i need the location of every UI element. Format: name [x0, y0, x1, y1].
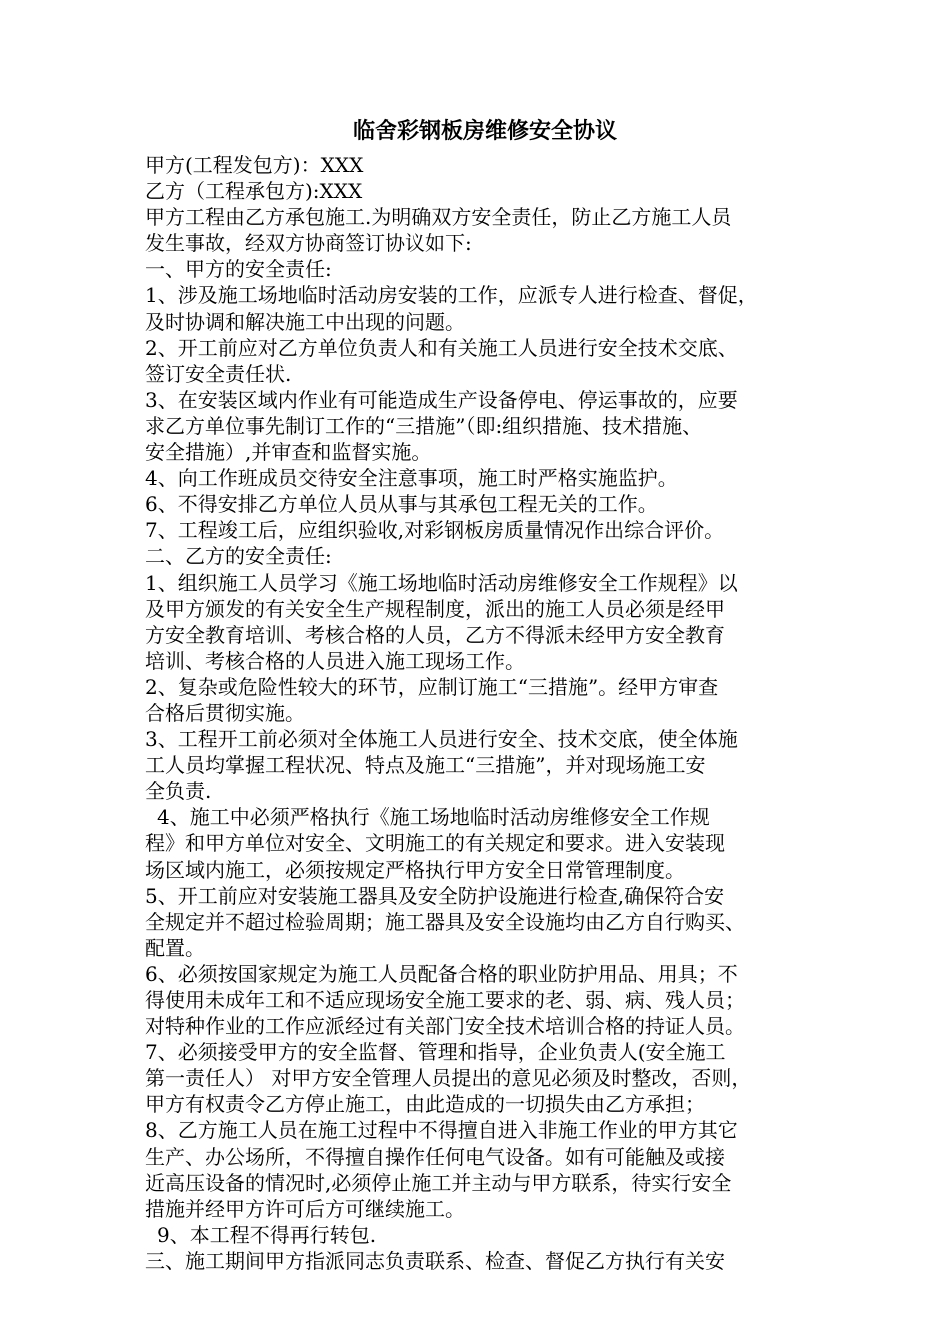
document-line: 5、开工前应对安装施工器具及安全防护设施进行检查,确保符合安	[145, 883, 725, 908]
document-line: 7、必须接受甲方的安全监督、管理和指导，企业负责人(安全施工	[145, 1040, 726, 1065]
document-line: 对特种作业的工作应派经过有关部门安全技术培训合格的持证人员。	[145, 1014, 745, 1039]
document-line: 6、不得安排乙方单位人员从事与其承包工程无关的工作。	[145, 492, 658, 517]
document-line: 甲方工程由乙方承包施工.为明确双方安全责任，防止乙方施工人员	[145, 205, 732, 230]
document-page	[145, 118, 825, 1274]
document-line: 措施并经甲方许可后方可继续施工。	[145, 1196, 465, 1221]
document-line: 场区域内施工，必须按规定严格执行甲方安全日常管理制度。	[145, 857, 685, 882]
document-line: 甲方(工程发包方)：XXX	[145, 153, 364, 177]
document-title: 临舍彩钢板房维修安全协议	[352, 119, 617, 144]
document-line: 合格后贯彻实施。	[145, 700, 305, 725]
document-line: 求乙方单位事先制订工作的“三措施”（即:组织措施、技术措施、	[145, 413, 703, 438]
document-body	[145, 152, 825, 1274]
document-line: 三、施工期间甲方指派同志负责联系、检查、督促乙方执行有关安	[145, 1248, 725, 1273]
document-line: 全负责.	[145, 779, 212, 804]
document-line: 及时协调和解决施工中出现的问题。	[145, 309, 465, 334]
document-line: 乙方（工程承包方):XXX	[145, 179, 363, 204]
document-line: 及甲方颁发的有关安全生产规程制度，派出的施工人员必须是经甲	[145, 596, 725, 621]
document-line: 1、组织施工人员学习《施工场地临时活动房维修安全工作规程》以	[145, 570, 738, 595]
document-line: 安全措施）,并审查和监督实施。	[145, 440, 432, 465]
document-line: 得使用未成年工和不适应现场安全施工要求的老、弱、病、残人员；	[145, 988, 745, 1012]
document-line: 工人员均掌握工程状况、特点及施工“三措施”，并对现场施工安	[145, 753, 706, 778]
document-line: 近高压设备的情况时,必须停止施工并主动与甲方联系，待实行安全	[145, 1170, 732, 1195]
document-line: 发生事故，经双方协商签订协议如下:	[145, 231, 472, 256]
document-line: 签订安全责任状.	[145, 361, 292, 386]
document-line: 4、施工中必须严格执行《施工场地临时活动房维修安全工作规	[157, 805, 710, 830]
document-line: 8、乙方施工人员在施工过程中不得擅自进入非施工作业的甲方其它	[145, 1118, 738, 1143]
document-line: 生产、办公场所，不得擅自操作任何电气设备。如有可能触及或接	[145, 1144, 725, 1169]
document-line: 方安全教育培训、考核合格的人员，乙方不得派未经甲方安全教育	[145, 622, 725, 647]
document-line: 培训、考核合格的人员进入施工现场工作。	[145, 648, 525, 673]
document-line: 甲方有权责令乙方停止施工，由此造成的一切损失由乙方承担；	[145, 1092, 705, 1117]
document-line: 1、涉及施工场地临时活动房安装的工作，应派专人进行检查、督促，	[145, 283, 758, 308]
document-line: 2、复杂或危险性较大的环节，应制订施工“三措施”。经甲方审查	[145, 674, 719, 699]
document-line: 3、在安装区域内作业有可能造成生产设备停电、停运事故的，应要	[145, 387, 738, 412]
document-line: 全规定并不超过检验周期；施工器具及安全设施均由乙方自行购买、	[145, 909, 745, 934]
document-line: 2、开工前应对乙方单位负责人和有关施工人员进行安全技术交底、	[145, 335, 738, 360]
document-line: 配置。	[145, 935, 205, 960]
document-line: 3、工程开工前必须对全体施工人员进行安全、技术交底，使全体施	[145, 727, 738, 752]
document-line: 程》和甲方单位对安全、文明施工的有关规定和要求。进入安装现	[145, 831, 725, 856]
document-line: 第一责任人） 对甲方安全管理人员提出的意见必须及时整改，否则，	[145, 1066, 752, 1091]
document-line: 6、必须按国家规定为施工人员配备合格的职业防护用品、用具；不	[145, 961, 738, 986]
document-line: 7、工程竣工后，应组织验收,对彩钢板房质量情况作出综合评价。	[145, 518, 725, 543]
document-line: 二、乙方的安全责任:	[145, 544, 332, 569]
document-line: 4、向工作班成员交待安全注意事项，施工时严格实施监护。	[145, 466, 678, 491]
document-line: 一、甲方的安全责任:	[145, 257, 332, 282]
document-line: 9、本工程不得再行转包.	[157, 1222, 377, 1247]
